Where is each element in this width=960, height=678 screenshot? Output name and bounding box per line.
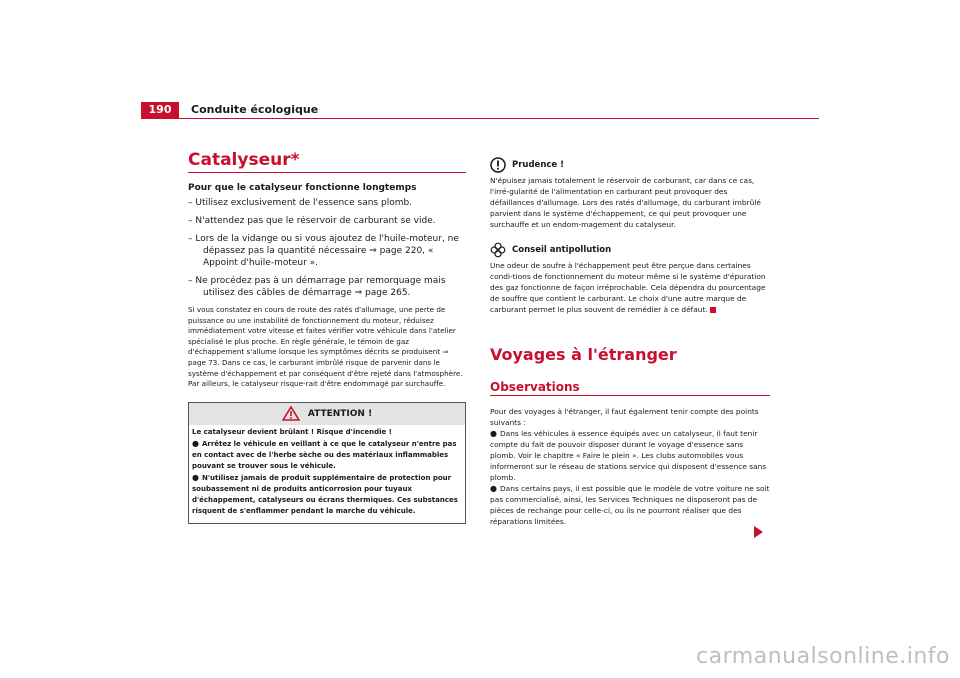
caution-text: N'épuisez jamais totalement le réservoir de carburant, car dans ce cas, l'irré-gularité de l'alimentation en carburant peut provoquer des défaillances d'allumage. Lors des ratés d'allumage, du carburant imbrûlé parvient dans le système d'échappement, ce qui peut provoquer une surchauffe et un endom-magement du catalyseur.: [490, 176, 761, 229]
right-column: [490, 157, 770, 527]
chapter-title: Conduite écologique: [191, 103, 319, 116]
warning-body: [189, 425, 465, 519]
warning-header: [189, 403, 465, 425]
bullet-icon: ●: [490, 484, 497, 493]
warning-bullet-text: N'utilisez jamais de produit supplémentaire de protection pour soubassement ni de produits anticorrosion pour tuyaux d'échappement, catalyseurs ou écrans thermiques. Ces substances risquent de s'enflammer pendant la marche du véhicule.: [192, 473, 458, 515]
bullet-icon: ●: [192, 472, 199, 482]
warning-bullet-text: Arrêtez le véhicule en veillant à ce que le catalyseur n'entre pas en contact avec de l'herbe sèche ou des matériaux inflammables pouvant se trouver sous le véhicule.: [192, 439, 457, 470]
bullet-icon: ●: [490, 429, 497, 438]
exclamation-circle-icon: [490, 157, 506, 173]
voyages-bullet: [490, 483, 770, 527]
warning-intro: Le catalyseur devient brûlant ! Risque d'incendie !: [192, 427, 392, 436]
warning-title: ATTENTION !: [307, 408, 373, 419]
subsection-title-observations: Observations: [490, 380, 770, 396]
voyages-bullet: [490, 428, 770, 483]
caution-title: Prudence !: [512, 160, 565, 170]
warning-triangle-icon: [282, 406, 300, 421]
dash-item: – N'attendez pas que le réservoir de carburant se vide.: [188, 216, 436, 226]
warning-bullet: [192, 438, 462, 472]
eco-tip-text: [490, 260, 770, 315]
catalyst-paragraph: Si vous constatez en cours de route des ratés d'allumage, une perte de puissance ou une instabilité de fonctionnement du moteur, réduisez immédiatement votre vitesse et faites vérifier votre véhicule dans l'atelier spécialisé le plus proche. En règle générale, le témoin de gaz d'échappement s'allume lorsque les symptômes décrits se produisent ⇒ page 73. Dans ce cas, le carburant imbrûlé risque de parvenir dans le système d'échappement et par conséquent d'être rejeté dans l'atmosphère. Par ailleurs, le catalyseur risque-rait d'être endommagé par surchauffe.: [188, 305, 463, 389]
section-title-catalyseur: Catalyseur*: [188, 150, 466, 173]
subhead: Pour que le catalyseur fonctionne longtemps: [188, 183, 417, 193]
bullet-icon: ●: [192, 438, 199, 448]
caution-heading: [490, 157, 770, 173]
dash-item: – Lors de la vidange ou si vous ajoutez de l'huile-moteur, ne dépassez pas la quantité nécessaire ⇒ page 220, « Appoint d'huile-moteur ».: [188, 234, 459, 268]
eco-tip-heading: [490, 242, 770, 258]
voyages-bullet-text: Dans les véhicules à essence équipés avec un catalyseur, il faut tenir compte du fait de pouvoir disposer durant le voyage d'essence sans plomb. Voir le chapitre « Faire le plein ». Les clubs automobiles vous informeront sur le réseau de stations service qui disposent d'essence sans plomb.: [490, 429, 767, 482]
voyages-bullet-text: Dans certains pays, il est possible que le modèle de votre voiture ne soit pas commercialisé, ainsi, les Services Techniques ne disposeront pas de pièces de rechange pour celle-ci, ou ils ne pourront réaliser que des réparations limitées.: [490, 484, 770, 526]
dash-item: – Ne procédez pas à un démarrage par remorquage mais utilisez des câbles de démarrage ⇒ page 265.: [188, 276, 446, 298]
section-title-voyages: Voyages à l'étranger: [490, 345, 677, 364]
dash-item: – Utilisez exclusivement de l'essence sans plomb.: [188, 198, 413, 208]
voyages-intro: Pour des voyages à l'étranger, il faut également tenir compte des points suivants :: [490, 407, 759, 427]
flower-eco-icon: [490, 242, 506, 258]
end-marker-icon: [710, 307, 716, 313]
eco-tip-title: Conseil antipollution: [512, 245, 612, 255]
warning-box: [188, 402, 466, 524]
left-column: [188, 150, 466, 524]
next-page-arrow-icon: [754, 526, 763, 538]
page-number: 190: [141, 102, 179, 118]
warning-bullet: [192, 472, 462, 517]
watermark: carmanualsonline.info: [696, 644, 950, 669]
eco-tip-body: Une odeur de soufre à l'échappement peut être perçue dans certaines condi-tions de fonctionnement du moteur même si le système d'épuration des gaz fonctionne de façon irréprochable. Cela dépendra du pourcentage de souffre que contient le carburant. Le choix d'une autre marque de carburant permet le plus souvent de remédier à ce défaut.: [490, 261, 766, 314]
